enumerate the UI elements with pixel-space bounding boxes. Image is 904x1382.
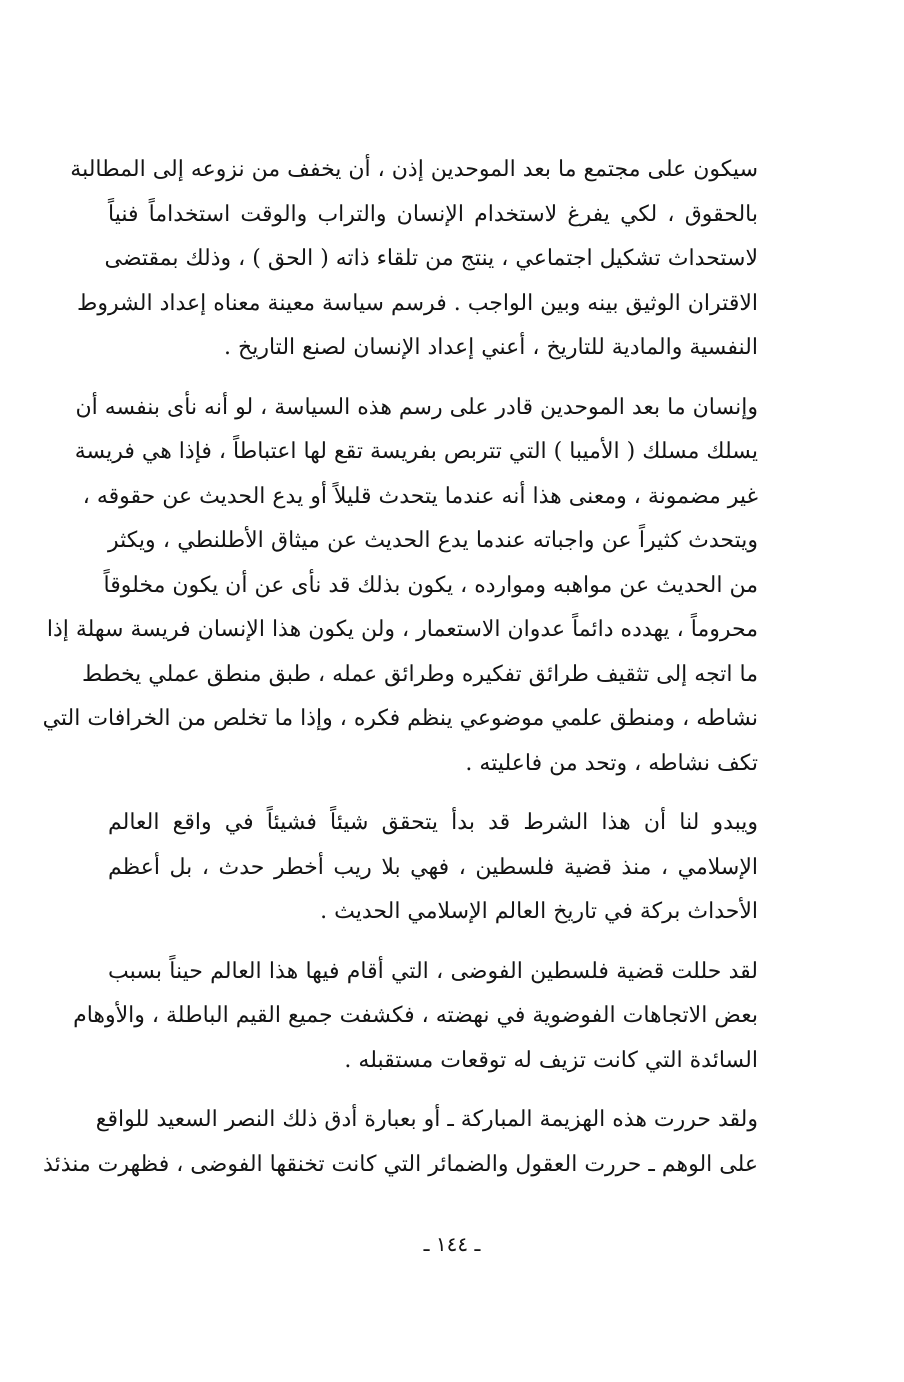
paragraph-4 <box>73 950 758 1084</box>
paragraph-2 <box>42 386 758 787</box>
text-line: السائدة التي كانت تزيف له توقعات مستقبله . <box>344 1047 758 1073</box>
text-line: على الوهم ـ حررت العقول والضمائر التي كانت تخنقها الفوضى ، فظهرت منذئذ <box>43 1151 758 1177</box>
paragraph-1 <box>70 148 758 371</box>
text-line: الاقتران الوثيق بينه وبين الواجب . فرسم سياسة معينة معناه إعداد الشروط <box>77 290 758 316</box>
text-line: تكف نشاطه ، وتحد من فاعليته . <box>465 750 758 776</box>
text-line: الأحداث بركة في تاريخ العالم الإسلامي الحديث . <box>320 899 758 924</box>
text-line: بعض الاتجاهات الفوضوية في نهضته ، فكشفت جميع القيم الباطلة ، والأوهام <box>73 1003 758 1028</box>
text-line: يسلك مسلك ( الأميبا ) التي تتربص بفريسة تقع لها اعتباطاً ، فإذا هي فريسة <box>74 439 758 464</box>
text-line: غير مضمونة ، ومعنى هذا أنه عندما يتحدث قليلاً أو يدع الحديث عن حقوقه ، <box>82 483 758 509</box>
text-line: ويتحدث كثيراً عن واجباته عندما يدع الحديث عن ميثاق الأطلنطي ، ويكثر <box>108 528 758 553</box>
text-line: النفسية والمادية للتاريخ ، أعني إعداد الإنسان لصنع التاريخ . <box>224 335 758 360</box>
page-number: ـ ١٤٤ ـ <box>423 1232 481 1256</box>
paragraph-5 <box>43 1098 758 1187</box>
text-line: ولقد حررت هذه الهزيمة المباركة ـ أو بعبارة أدق ذلك النصر السعيد للواقع <box>95 1107 758 1132</box>
paragraph-3 <box>108 801 758 935</box>
text-line: لقد حللت قضية فلسطين الفوضى ، التي أقام فيها هذا العالم حيناً بسبب <box>108 958 758 984</box>
text-line: الإسلامي ، منذ قضية فلسطين ، فهي بلا ريب أخطر حدث ، بل أعظم <box>108 854 758 880</box>
text-line: وإنسان ما بعد الموحدين قادر على رسم هذه السياسة ، لو أنه نأى بنفسه أن <box>75 394 758 420</box>
text-line: من الحديث عن مواهبه وموارده ، يكون بذلك قد نأى عن أن يكون مخلوقاً <box>103 572 758 598</box>
text-line: سيكون على مجتمع ما بعد الموحدين إذن ، أن يخفف من نزوعه إلى المطالبة <box>70 157 758 182</box>
text-line: لاستحداث تشكيل اجتماعي ، ينتج من تلقاء ذاته ( الحق ) ، وذلك بمقتضى <box>104 246 758 271</box>
body-text <box>42 148 758 1202</box>
text-line: بالحقوق ، لكي يفرغ لاستخدام الإنسان والتراب والوقت استخداماً فنياً <box>108 201 758 227</box>
text-line: ويبدو لنا أن هذا الشرط قد بدأ يتحقق شيئاً فشيئاً في واقع العالم <box>108 810 758 835</box>
text-line: نشاطه ، ومنطق علمي موضوعي ينظم فكره ، وإذا ما تخلص من الخرافات التي <box>42 706 758 731</box>
text-line: ما اتجه إلى تثقيف طرائق تفكيره وطرائق عمله ، طبق منطق عملي يخطط <box>82 661 758 687</box>
text-line: محروماً ، يهدده دائماً عدوان الاستعمار ، ولن يكون هذا الإنسان فريسة سهلة إذا <box>46 617 758 642</box>
